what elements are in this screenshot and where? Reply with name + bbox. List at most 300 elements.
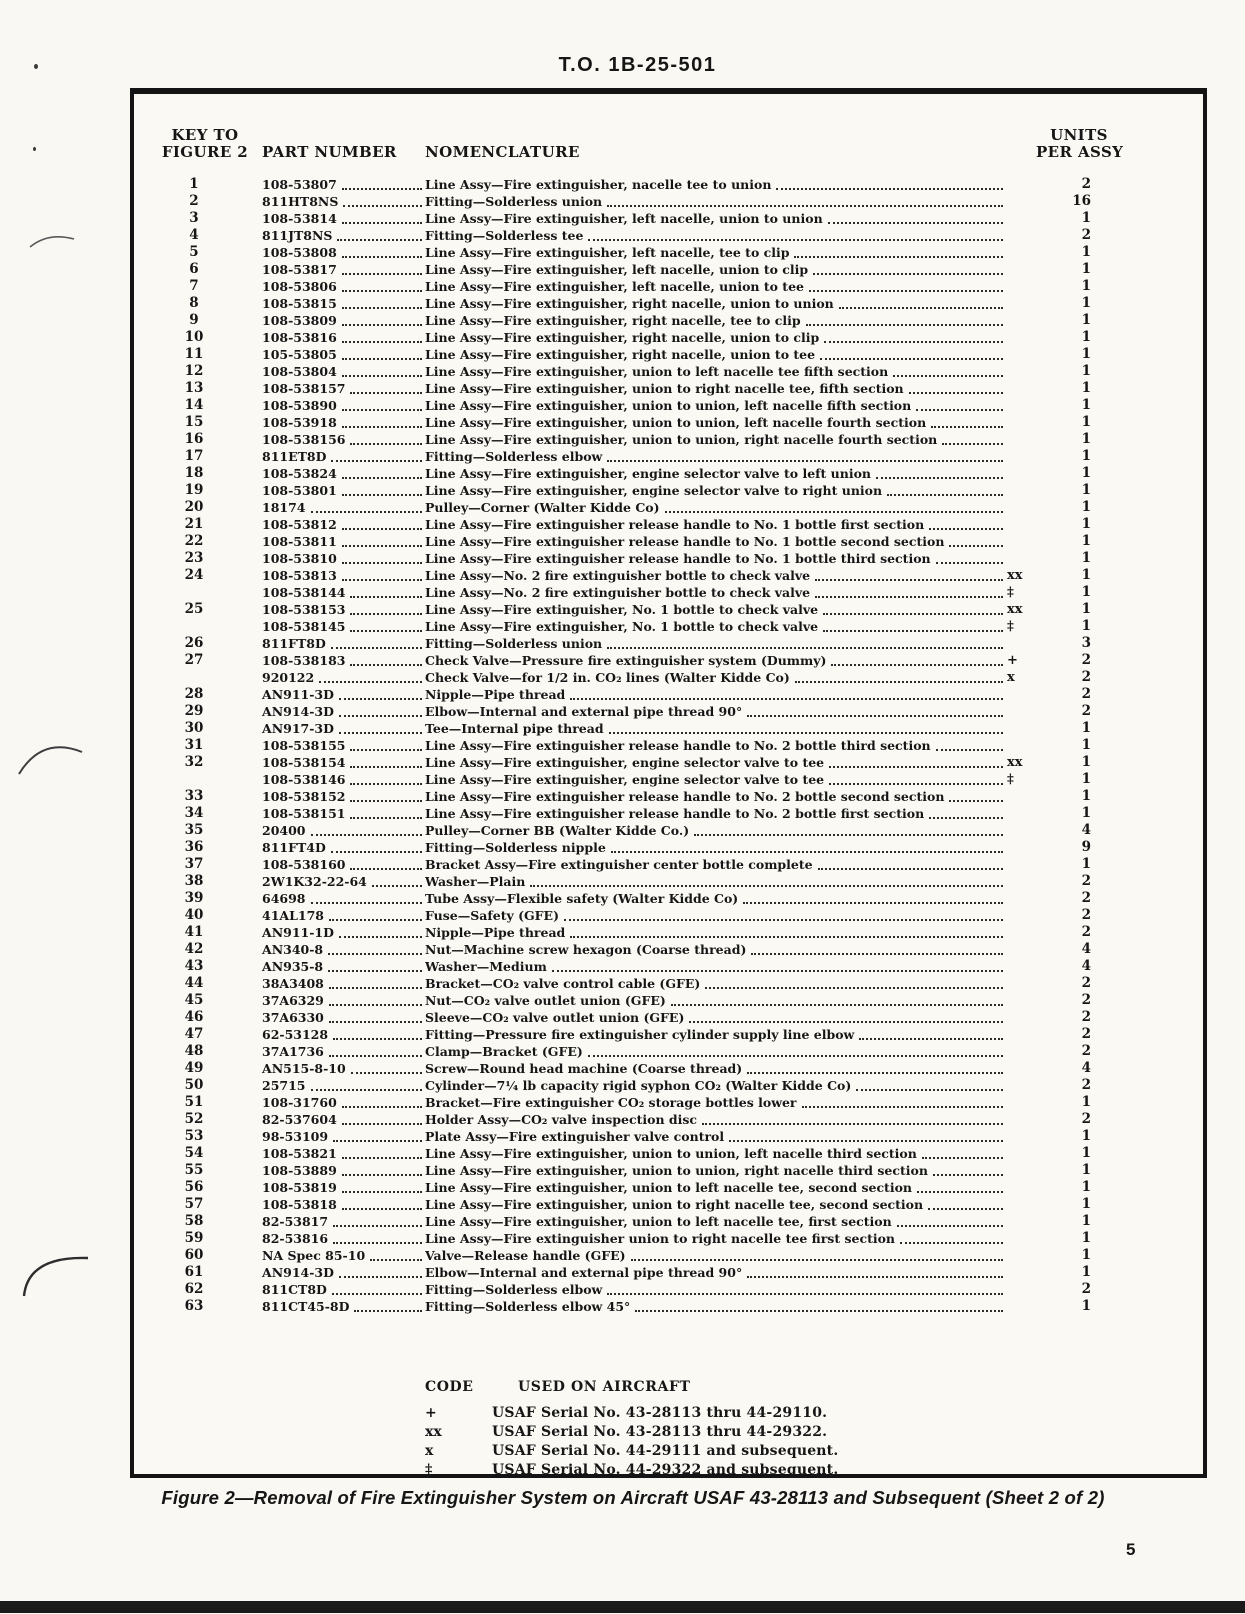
table-row xyxy=(159,584,1091,601)
nomenclature-text: Line Assy—Fire extinguisher, right nacelle, union to union xyxy=(425,296,834,311)
part-number-cell xyxy=(262,805,425,822)
table-row xyxy=(159,499,1091,516)
dotted-leader xyxy=(929,805,1003,819)
document-number: T.O. 1B-25-501 xyxy=(558,54,717,76)
units-per-assy-value: 1 xyxy=(1081,550,1091,566)
table-row xyxy=(159,873,1091,890)
dotted-leader xyxy=(350,805,422,819)
table-row xyxy=(159,363,1091,380)
table-row xyxy=(159,1043,1091,1060)
part-number-cell xyxy=(262,482,425,499)
nomenclature-text: Tube Assy—Flexible safety (Walter Kidde Co) xyxy=(425,891,739,906)
table-row xyxy=(159,176,1091,193)
dotted-leader xyxy=(331,839,422,853)
figure-key-number: 29 xyxy=(184,703,204,719)
nomenclature-cell xyxy=(425,176,1006,193)
nomenclature-cell xyxy=(425,278,1006,295)
dotted-leader xyxy=(933,1162,1003,1176)
dotted-leader xyxy=(342,550,422,564)
part-number: 105-53805 xyxy=(262,347,337,362)
dotted-leader xyxy=(751,941,1003,955)
part-number: 108-53808 xyxy=(262,245,337,260)
figure-key-number: 62 xyxy=(184,1281,204,1297)
usage-code-symbol: xx xyxy=(1007,568,1023,583)
units-per-assy-value: 1 xyxy=(1081,1128,1091,1144)
table-row xyxy=(159,465,1091,482)
part-number-cell xyxy=(262,1281,425,1298)
dotted-leader xyxy=(350,737,422,751)
dotted-leader xyxy=(705,975,1003,989)
part-number: AN914-3D xyxy=(262,1265,334,1280)
dotted-leader xyxy=(689,1009,1003,1023)
dotted-leader xyxy=(570,686,1003,700)
figure-key-number: 60 xyxy=(184,1247,204,1263)
part-number: 811JT8NS xyxy=(262,228,333,243)
part-number-cell xyxy=(262,839,425,856)
usage-code-symbol xyxy=(1006,839,1043,856)
figure-key-number: 51 xyxy=(184,1094,204,1110)
usage-code-symbol xyxy=(1006,499,1043,516)
dotted-leader xyxy=(859,1026,1003,1040)
table-row xyxy=(159,414,1091,431)
dotted-leader xyxy=(794,244,1003,258)
figure-key-number: 12 xyxy=(184,363,204,379)
table-row xyxy=(159,244,1091,261)
dotted-leader xyxy=(342,567,422,581)
part-number-cell xyxy=(262,601,425,618)
dotted-leader xyxy=(339,1264,422,1278)
nomenclature-text: Line Assy—Fire extinguisher, union to right nacelle tee, fifth section xyxy=(425,381,904,396)
part-number-cell xyxy=(262,703,425,720)
part-number: 108-53824 xyxy=(262,466,337,481)
units-per-assy-value: 1 xyxy=(1081,584,1091,600)
figure-key-number: 18 xyxy=(184,465,204,481)
table-row xyxy=(159,703,1091,720)
dotted-leader xyxy=(332,1281,422,1295)
dotted-leader xyxy=(342,1179,422,1193)
table-row xyxy=(159,1179,1091,1196)
usage-code-symbol xyxy=(1006,958,1043,975)
usage-code-symbol xyxy=(1006,1247,1043,1264)
part-number: AN340-8 xyxy=(262,942,324,957)
figure-key-number: 31 xyxy=(184,737,204,753)
figure-key-number: 53 xyxy=(184,1128,204,1144)
dotted-leader xyxy=(729,1128,1003,1142)
usage-code-symbol xyxy=(1006,992,1043,1009)
part-number-cell xyxy=(262,244,425,261)
nomenclature-cell xyxy=(425,414,1006,431)
legend-code-title: CODE xyxy=(425,1379,474,1395)
part-number: 108-53819 xyxy=(262,1180,337,1195)
dotted-leader xyxy=(893,363,1003,377)
dotted-leader xyxy=(631,1247,1003,1261)
nomenclature-text: Line Assy—Fire extinguisher, union to left nacelle tee fifth section xyxy=(425,364,889,379)
part-number-cell xyxy=(262,924,425,941)
nomenclature-cell xyxy=(425,992,1006,1009)
units-per-assy-value: 1 xyxy=(1081,1179,1091,1195)
table-row xyxy=(159,992,1091,1009)
figure-key-number: 44 xyxy=(184,975,204,991)
units-per-assy-value: 2 xyxy=(1081,873,1091,889)
nomenclature-cell xyxy=(425,1264,1006,1281)
nomenclature-text: Bracket Assy—Fire extinguisher center bottle complete xyxy=(425,857,813,872)
part-number-cell xyxy=(262,1264,425,1281)
figure-key-number: 6 xyxy=(189,261,199,277)
units-per-assy-value: 1 xyxy=(1081,1094,1091,1110)
dotted-leader xyxy=(813,261,1003,275)
nomenclature-text: Line Assy—Fire extinguisher, union to left nacelle tee, second section xyxy=(425,1180,913,1195)
dotted-leader xyxy=(949,788,1003,802)
dotted-leader xyxy=(350,652,422,666)
part-number: 108-53807 xyxy=(262,177,337,192)
nomenclature-text: Check Valve—for 1/2 in. CO₂ lines (Walter Kidde Co) xyxy=(425,670,790,685)
part-number: 108-53813 xyxy=(262,568,337,583)
table-row xyxy=(159,397,1091,414)
figure-key-number: 14 xyxy=(184,397,204,413)
usage-code-symbol xyxy=(1006,431,1043,448)
dotted-leader xyxy=(776,176,1003,190)
dotted-leader xyxy=(607,1281,1003,1295)
nomenclature-text: Washer—Plain xyxy=(425,874,526,889)
figure-key-number: 48 xyxy=(184,1043,204,1059)
usage-code-symbol xyxy=(1006,805,1043,822)
nomenclature-text: Line Assy—Fire extinguisher, union to union, left nacelle fourth section xyxy=(425,415,927,430)
part-number: 37A6330 xyxy=(262,1010,324,1025)
part-number-cell xyxy=(262,788,425,805)
part-number: 82-53817 xyxy=(262,1214,329,1229)
figure-key-number: 2 xyxy=(189,193,199,209)
table-row xyxy=(159,1281,1091,1298)
nomenclature-text: Nut—Machine screw hexagon (Coarse thread) xyxy=(425,942,747,957)
dotted-leader xyxy=(339,703,422,717)
table-row xyxy=(159,1009,1091,1026)
table-row xyxy=(159,720,1091,737)
part-number: 920122 xyxy=(262,670,315,685)
dotted-leader xyxy=(342,312,422,326)
part-number: 37A1736 xyxy=(262,1044,324,1059)
part-number: 108-538160 xyxy=(262,857,346,872)
nomenclature-cell xyxy=(425,193,1006,210)
units-per-assy-value: 2 xyxy=(1081,1111,1091,1127)
dotted-leader xyxy=(635,1298,1003,1312)
part-number-cell xyxy=(262,1009,425,1026)
nomenclature-text: Sleeve—CO₂ valve outlet union (GFE) xyxy=(425,1010,685,1025)
units-per-assy-value: 1 xyxy=(1081,465,1091,481)
usage-code-symbol xyxy=(1006,550,1043,567)
dotted-leader xyxy=(806,312,1003,326)
dotted-leader xyxy=(747,1264,1003,1278)
table-row xyxy=(159,856,1091,873)
code-legend xyxy=(425,1379,1203,1480)
nomenclature-text: Pulley—Corner BB (Walter Kidde Co.) xyxy=(425,823,690,838)
nomenclature-text: Holder Assy—CO₂ valve inspection disc xyxy=(425,1112,698,1127)
units-per-assy-value: 1 xyxy=(1081,329,1091,345)
nomenclature-cell xyxy=(425,499,1006,516)
usage-code-symbol xyxy=(1006,1026,1043,1043)
part-number: 811HT8NS xyxy=(262,194,339,209)
table-row xyxy=(159,380,1091,397)
figure-key-number: 49 xyxy=(184,1060,204,1076)
units-per-assy-value: 2 xyxy=(1081,924,1091,940)
figure-key-number: 46 xyxy=(184,1009,204,1025)
dotted-leader xyxy=(588,1043,1003,1057)
nomenclature-cell xyxy=(425,346,1006,363)
figure-key-number: 24 xyxy=(184,567,204,583)
part-number: 108-538144 xyxy=(262,585,346,600)
dotted-leader xyxy=(552,958,1003,972)
dotted-leader xyxy=(607,635,1003,649)
nomenclature-text: Line Assy—Fire extinguisher, right nacelle, tee to clip xyxy=(425,313,801,328)
dotted-leader xyxy=(319,669,422,683)
part-number: AN935-8 xyxy=(262,959,324,974)
usage-code-symbol xyxy=(1006,414,1043,431)
nomenclature-text: Line Assy—Fire extinguisher, union to union, left nacelle fifth section xyxy=(425,398,912,413)
usage-code-symbol xyxy=(1006,788,1043,805)
figure-key-number: 37 xyxy=(184,856,204,872)
units-per-assy-value: 2 xyxy=(1081,1009,1091,1025)
usage-code-symbol: x xyxy=(1007,670,1015,685)
part-number: 108-53801 xyxy=(262,483,337,498)
part-number: 108-53815 xyxy=(262,296,337,311)
nomenclature-cell xyxy=(425,635,1006,652)
part-number-cell xyxy=(262,295,425,312)
table-row xyxy=(159,941,1091,958)
part-number-cell xyxy=(262,499,425,516)
figure-key-number xyxy=(159,584,229,601)
code-legend-header xyxy=(425,1379,1203,1395)
part-number-cell xyxy=(262,516,425,533)
units-per-assy-value: 1 xyxy=(1081,788,1091,804)
figure-key-number: 23 xyxy=(184,550,204,566)
nomenclature-cell xyxy=(425,839,1006,856)
part-number: 811FT4D xyxy=(262,840,326,855)
units-per-assy-value: 1 xyxy=(1081,346,1091,362)
nomenclature-cell xyxy=(425,397,1006,414)
usage-code-symbol xyxy=(1006,737,1043,754)
table-row xyxy=(159,431,1091,448)
table-row xyxy=(159,261,1091,278)
table-row xyxy=(159,193,1091,210)
figure-key-number: 57 xyxy=(184,1196,204,1212)
table-row xyxy=(159,958,1091,975)
part-number-cell xyxy=(262,193,425,210)
part-number-cell xyxy=(262,533,425,550)
nomenclature-cell xyxy=(425,1043,1006,1060)
nomenclature-cell xyxy=(425,1145,1006,1162)
part-number-cell xyxy=(262,958,425,975)
table-row xyxy=(159,312,1091,329)
usage-code-symbol xyxy=(1006,295,1043,312)
part-number: 41AL178 xyxy=(262,908,324,923)
units-per-assy-value: 2 xyxy=(1081,669,1091,685)
table-row xyxy=(159,1230,1091,1247)
part-number: 108-53818 xyxy=(262,1197,337,1212)
figure-key-number: 17 xyxy=(184,448,204,464)
figure-key-number: 47 xyxy=(184,1026,204,1042)
nomenclature-cell xyxy=(425,210,1006,227)
part-number: 108-53814 xyxy=(262,211,337,226)
nomenclature-text: Line Assy—No. 2 fire extinguisher bottle to check valve xyxy=(425,585,811,600)
part-number-cell xyxy=(262,941,425,958)
usage-code-symbol xyxy=(1006,1264,1043,1281)
units-per-assy-value: 2 xyxy=(1081,703,1091,719)
table-row xyxy=(159,669,1091,686)
dotted-leader xyxy=(743,890,1003,904)
dotted-leader xyxy=(350,618,422,632)
dotted-leader xyxy=(665,499,1003,513)
units-per-assy-value: 4 xyxy=(1081,1060,1091,1076)
nomenclature-cell xyxy=(425,737,1006,754)
dotted-leader xyxy=(372,873,422,887)
figure-key-number: 54 xyxy=(184,1145,204,1161)
usage-code-symbol xyxy=(1006,193,1043,210)
usage-code-symbol xyxy=(1006,1009,1043,1026)
usage-code-symbol xyxy=(1006,635,1043,652)
units-per-assy-value: 1 xyxy=(1081,295,1091,311)
part-number: 18174 xyxy=(262,500,306,515)
dotted-leader xyxy=(342,1094,422,1108)
figure-key-number: 63 xyxy=(184,1298,204,1314)
nomenclature-text: Screw—Round head machine (Coarse thread) xyxy=(425,1061,743,1076)
part-number-cell xyxy=(262,1230,425,1247)
part-number-cell xyxy=(262,669,425,686)
usage-code-symbol xyxy=(1006,873,1043,890)
nomenclature-cell xyxy=(425,771,1006,788)
nomenclature-cell xyxy=(425,567,1006,584)
nomenclature-text: Line Assy—Fire extinguisher, No. 1 bottle to check valve xyxy=(425,619,819,634)
dotted-leader xyxy=(337,227,422,241)
usage-code-symbol xyxy=(1006,1179,1043,1196)
part-number: 108-53889 xyxy=(262,1163,337,1178)
units-per-assy-value: 2 xyxy=(1081,975,1091,991)
figure-key-number: 13 xyxy=(184,380,204,396)
part-number-cell xyxy=(262,1026,425,1043)
nomenclature-text: Line Assy—Fire extinguisher, union to union, left nacelle third section xyxy=(425,1146,917,1161)
part-number-cell xyxy=(262,1298,425,1315)
part-number-cell xyxy=(262,856,425,873)
legend-entry xyxy=(425,1461,1203,1480)
usage-code-symbol xyxy=(1006,482,1043,499)
nomenclature-cell xyxy=(425,431,1006,448)
part-number-cell xyxy=(262,618,425,635)
units-per-assy-value: 1 xyxy=(1081,261,1091,277)
units-per-assy-value: 1 xyxy=(1081,737,1091,753)
figure-key-number: 28 xyxy=(184,686,204,702)
dotted-leader xyxy=(815,567,1003,581)
dotted-leader xyxy=(856,1077,1003,1091)
dotted-leader xyxy=(354,1298,422,1312)
units-per-assy-value: 1 xyxy=(1081,499,1091,515)
units-per-assy-value: 1 xyxy=(1081,856,1091,872)
units-per-assy-value: 1 xyxy=(1081,482,1091,498)
dotted-leader xyxy=(824,329,1003,343)
table-row xyxy=(159,1162,1091,1179)
nomenclature-cell xyxy=(425,924,1006,941)
nomenclature-cell xyxy=(425,1230,1006,1247)
part-number-cell xyxy=(262,380,425,397)
table-row xyxy=(159,975,1091,992)
figure-key-number: 1 xyxy=(189,176,199,192)
units-per-assy-value: 1 xyxy=(1081,312,1091,328)
units-per-assy-value: 4 xyxy=(1081,958,1091,974)
dotted-leader xyxy=(702,1111,1003,1125)
usage-code-symbol xyxy=(1006,329,1043,346)
figure-key-number: 21 xyxy=(184,516,204,532)
nomenclature-cell xyxy=(425,652,1006,669)
nomenclature-text: Elbow—Internal and external pipe thread 90° xyxy=(425,1265,743,1280)
nomenclature-text: Line Assy—Fire extinguisher, left nacelle, union to clip xyxy=(425,262,809,277)
parts-table xyxy=(130,88,1207,1478)
part-number-cell xyxy=(262,227,425,244)
part-number: 2W1K32-22-64 xyxy=(262,874,367,889)
part-number-cell xyxy=(262,1179,425,1196)
units-per-assy-value: 1 xyxy=(1081,1247,1091,1263)
dotted-leader xyxy=(916,397,1003,411)
figure-key-number: 20 xyxy=(184,499,204,515)
table-row xyxy=(159,567,1091,584)
table-row xyxy=(159,1145,1091,1162)
scan-mark-curve xyxy=(16,738,86,780)
table-row xyxy=(159,1026,1091,1043)
part-number-cell xyxy=(262,346,425,363)
nomenclature-cell xyxy=(425,975,1006,992)
nomenclature-text: Fitting—Solderless elbow xyxy=(425,449,603,464)
figure-key-number: 25 xyxy=(184,601,204,617)
units-per-assy-value: 2 xyxy=(1081,1077,1091,1093)
part-number-cell xyxy=(262,1162,425,1179)
usage-code-symbol xyxy=(1006,975,1043,992)
nomenclature-text: Line Assy—Fire extinguisher release handle to No. 2 bottle second section xyxy=(425,789,945,804)
table-row xyxy=(159,754,1091,771)
nomenclature-cell xyxy=(425,1298,1006,1315)
dotted-leader xyxy=(329,1009,422,1023)
column-header-key: KEY TO FIGURE 2 xyxy=(161,126,249,161)
usage-code-symbol xyxy=(1006,278,1043,295)
nomenclature-cell xyxy=(425,669,1006,686)
dotted-leader xyxy=(936,737,1003,751)
nomenclature-cell xyxy=(425,941,1006,958)
usage-code-symbol xyxy=(1006,448,1043,465)
legend-text: USAF Serial No. 43-28113 thru 44-29110. xyxy=(492,1405,828,1421)
part-number: 108-538145 xyxy=(262,619,346,634)
part-number-cell xyxy=(262,822,425,839)
nomenclature-text: Valve—Release handle (GFE) xyxy=(425,1248,626,1263)
nomenclature-cell xyxy=(425,907,1006,924)
nomenclature-cell xyxy=(425,1009,1006,1026)
dotted-leader xyxy=(611,839,1003,853)
legend-used-title: USED ON AIRCRAFT xyxy=(518,1379,691,1395)
legend-symbol: x xyxy=(425,1443,434,1459)
dotted-leader xyxy=(607,448,1003,462)
units-per-assy-value: 1 xyxy=(1081,771,1091,787)
table-row xyxy=(159,516,1091,533)
part-number: 108-538154 xyxy=(262,755,346,770)
dotted-leader xyxy=(815,584,1003,598)
units-per-assy-value: 1 xyxy=(1081,1264,1091,1280)
scan-mark-dot xyxy=(34,64,38,69)
dotted-leader xyxy=(351,1060,422,1074)
nomenclature-text: Line Assy—Fire extinguisher, union to right nacelle tee, second section xyxy=(425,1197,924,1212)
nomenclature-text: Line Assy—Fire extinguisher, union to union, right nacelle third section xyxy=(425,1163,928,1178)
dotted-leader xyxy=(311,1077,423,1091)
table-row xyxy=(159,737,1091,754)
nomenclature-text: Nut—CO₂ valve outlet union (GFE) xyxy=(425,993,666,1008)
units-per-assy-value: 1 xyxy=(1081,516,1091,532)
part-number: 108-53811 xyxy=(262,534,337,549)
part-number-cell xyxy=(262,1213,425,1230)
dotted-leader xyxy=(333,1213,422,1227)
part-number-cell xyxy=(262,686,425,703)
